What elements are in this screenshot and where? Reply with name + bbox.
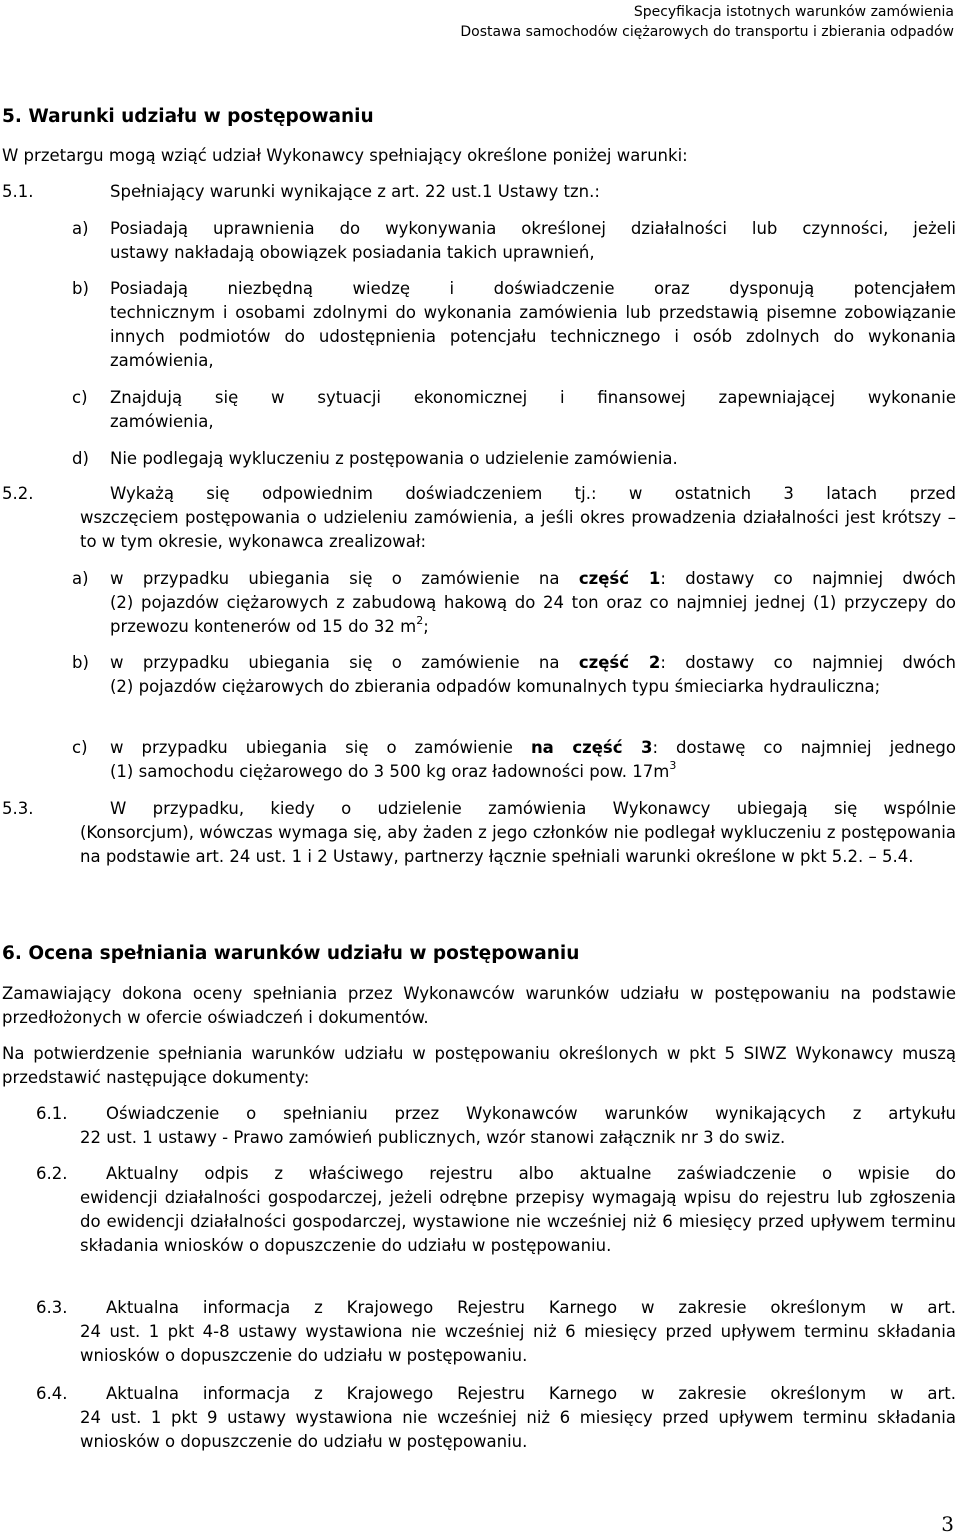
document-item-6-4-line1: Aktualna informacja z Krajowego Rejestru Karnego w zakresie określonym w art. [106, 1384, 956, 1403]
section-5-intro: W przetargu mogą wziąć udział Wykonawcy spełniający określone poniżej warunki: [2, 146, 688, 165]
experience-item-a-rest: (2) pojazdów ciężarowych z zabudową hakową do 24 ton oraz co najmniej jednej (1) przyczepy do przewozu kontenerów od 15 do 32 $m^2$; [110, 593, 956, 636]
point-6-4-number: 6.4. [36, 1384, 68, 1403]
experience-item-b [110, 651, 956, 699]
part-label: na część 3 [530, 738, 653, 757]
document-item-6-1-line1: Oświadczenie o spełnianiu przez Wykonawców warunków wynikających z artykułu [106, 1104, 956, 1123]
point-5-3-rest: (Konsorcjum), wówczas wymaga się, aby żaden z jego członków nie podlegał wykluczeniu z postępowania na podstawie art. 24 ust. 1 i 2 Ustawy, partnerzy łącznie spełniali warunki określone w pkt 5.2. – 5.4. [80, 823, 956, 866]
part-label: część 1 [578, 569, 661, 588]
experience-item-c [110, 736, 956, 784]
section-6-heading: 6. Ocena spełniania warunków udziału w postępowaniu [2, 943, 580, 964]
item-letter: a) [72, 219, 89, 238]
section-6-paragraph-2: Na potwierdzenie spełniania warunków udziału w postępowaniu określonych w pkt 5 SIWZ Wykonawcy muszą przedstawić następujące dokumenty: [2, 1044, 956, 1087]
point-6-3-number: 6.3. [36, 1298, 68, 1317]
point-5-2-line1: Wykażą się odpowiednim doświadczeniem tj.: w ostatnich 3 latach przed [110, 484, 956, 503]
experience-item-b-line1: w przypadku ubiegania się o zamówienie na część 2: dostawy co najmniej dwóch [110, 653, 957, 672]
condition-item-c-rest: zamówienia, [110, 412, 214, 431]
document-item-6-1 [80, 1102, 956, 1150]
experience-item-a-line1: w przypadku ubiegania się o zamówienie na część 1: dostawy co najmniej dwóch [110, 569, 957, 588]
part-label: część 2 [578, 653, 661, 672]
point-6-2-number: 6.2. [36, 1164, 68, 1183]
item-letter: a) [72, 569, 89, 588]
page-header [460, 2, 954, 42]
document-item-6-4 [80, 1382, 956, 1454]
section-5-heading: 5. Warunki udziału w postępowaniu [2, 106, 374, 127]
experience-item-c-rest: (1) samochodu ciężarowego do 3 500 kg oraz ładowności pow. $17m^3$ [110, 759, 677, 781]
document-item-6-3-rest: 24 ust. 1 pkt 4-8 ustawy wystawiona nie wcześniej niż 6 miesięcy przed upływem terminu składania wniosków o dopuszczenie do udziału w postępowaniu. [80, 1322, 956, 1365]
document-item-6-3-line1: Aktualna informacja z Krajowego Rejestru Karnego w zakresie określonym w art. [106, 1298, 956, 1317]
experience-item-c-line1: w przypadku ubiegania się o zamówienie na część 3: dostawę co najmniej jednego [110, 738, 956, 757]
point-5-2-rest: wszczęciem postępowania o udzieleniu zamówienia, a jeśli okres prowadzenia działalności jest krótszy – to w tym okresie, wykonawca zrealizował: [80, 508, 956, 551]
header-title: Specyfikacja istotnych warunków zamówienia [633, 4, 954, 20]
point-5-3-line1: W przypadku, kiedy o udzielenie zamówienia Wykonawcy ubiegają się wspólnie [110, 799, 956, 818]
item-letter: c) [72, 738, 88, 757]
document-item-6-2-rest: ewidencji działalności gospodarczej, jeżeli odrębne przepisy wymagają wpisu do rejestru lub zgłoszenia do ewidencji działalności gospodarczej, wystawione nie wcześniej niż 6 miesięcy przed upływem terminu składania wniosków o dopuszczenie do udziału w postępowaniu. [80, 1188, 956, 1255]
header-subtitle: Dostawa samochodów ciężarowych do transportu i zbierania odpadów [460, 24, 954, 40]
condition-item-b-rest: technicznym i osobami zdolnymi do wykonania zamówienia lub przedstawią pisemne zobowiązanie innych podmiotów do udostępnienia potencjału technicznego i osób zdolnych do wykonania zamówienia, [110, 303, 956, 370]
point-5-2-text [80, 482, 956, 554]
section-6-paragraph-1: Zamawiający dokona oceny spełniania przez Wykonawców warunków udziału w postępowaniu na podstawie przedłożonych w ofercie oświadczeń i dokumentów. [2, 984, 956, 1027]
document-item-6-3 [80, 1296, 956, 1368]
page-number: 3 [941, 1512, 954, 1536]
condition-item-a [110, 217, 956, 265]
experience-item-b-rest: (2) pojazdów ciężarowych do zbierania odpadów komunalnych typu śmieciarka hydrauliczna; [110, 677, 881, 696]
condition-item-d: Nie podlegają wykluczeniu z postępowania o udzielenie zamówienia. [110, 449, 678, 468]
condition-item-a-line1: Posiadają uprawnienia do wykonywania określonej działalności lub czynności, jeżeli [110, 219, 956, 238]
document-item-6-2 [80, 1162, 956, 1258]
item-letter: b) [72, 653, 89, 672]
document-item-6-2-line1: Aktualny odpis z właściwego rejestru albo aktualne zaświadczenie o wpisie do [106, 1164, 956, 1183]
point-5-1-number: 5.1. [2, 182, 34, 201]
experience-item-a [110, 567, 956, 639]
condition-item-c [110, 386, 956, 434]
condition-item-a-rest: ustawy nakładają obowiązek posiadania takich uprawnień, [110, 243, 595, 262]
document-item-6-1-rest: 22 ust. 1 ustawy - Prawo zamówień publicznych, wzór stanowi załącznik nr 3 do swiz. [80, 1128, 786, 1147]
point-5-3-number: 5.3. [2, 799, 34, 818]
condition-item-b-line1: Posiadają niezbędną wiedzę i doświadczenie oraz dysponują potencjałem [110, 279, 956, 298]
point-5-1-text: Spełniający warunki wynikające z art. 22 ust.1 Ustawy tzn.: [110, 182, 600, 201]
condition-item-b [110, 277, 956, 373]
point-5-3-text [80, 797, 956, 869]
condition-item-c-line1: Znajdują się w sytuacji ekonomicznej i finansowej zapewniającej wykonanie [110, 388, 956, 407]
item-letter: d) [72, 449, 89, 468]
item-letter: c) [72, 388, 88, 407]
item-letter: b) [72, 279, 89, 298]
point-6-1-number: 6.1. [36, 1104, 68, 1123]
document-item-6-4-rest: 24 ust. 1 pkt 9 ustawy wystawiona nie wcześniej niż 6 miesięcy przed upływem terminu składania wniosków o dopuszczenie do udziału w postępowaniu. [80, 1408, 956, 1451]
point-5-2-number: 5.2. [2, 484, 34, 503]
